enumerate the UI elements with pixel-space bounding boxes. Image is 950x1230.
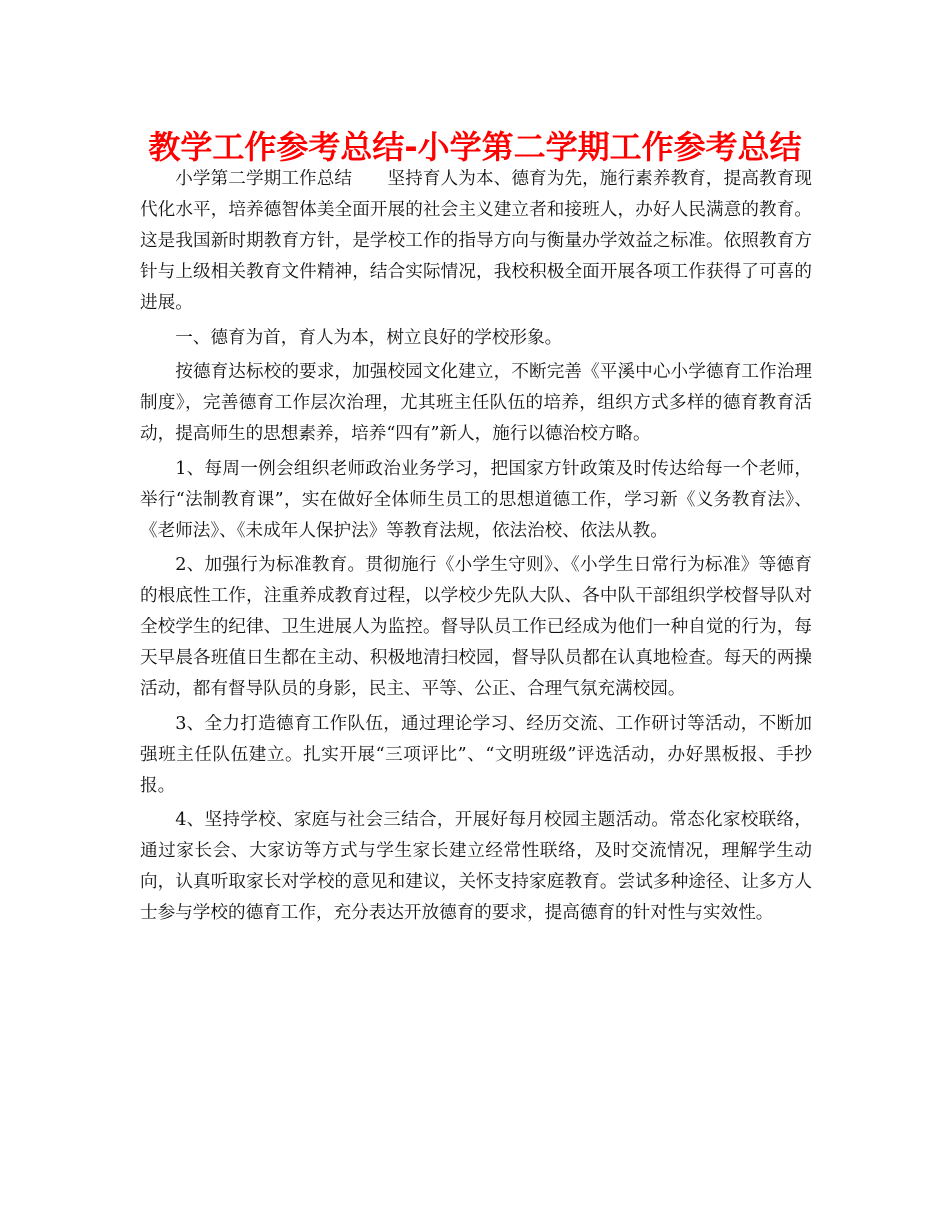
paragraph-moral-standards: 按德育达标校的要求，加强校园文化建立，不断完善《平溪中心小学德育工作治理制度》，完善德育工作层次治理，尤其班主任队伍的培养，组织方式多样的德育教育活动，提高师生的思想素养，培养“四有”新人，施行以德治校方略。 [140, 362, 812, 444]
paragraph-item-2: 2、加强行为标准教育。贯彻施行《小学生守则》、《小学生日常行为标准》等德育的根底性工作，注重养成教育过程，以学校少先队大队、各中队干部组织学校督导队对全校学生的纪律、卫生进展人为监控。督导队员工作已经成为他们一种自觉的行为，每天早晨各班值日生都在主动、积极地清扫校园，督导队员都在认真地检查。每天的两操活动，都有督导队员的身影，民主、平等、公正、合理气氛充满校园。 [140, 555, 812, 699]
paragraph-item-1: 1、每周一例会组织老师政治业务学习，把国家方针政策及时传达给每一个老师，举行“法制教育课”，实在做好全体师生员工的思想道德工作，学习新《义务教育法》、《老师法》、《未成年人保护法》等教育法规，依法治校、依法从教。 [140, 458, 812, 541]
paragraph-item-3: 3、全力打造德育工作队伍，通过理论学习、经历交流、工作研讨等活动，不断加强班主任队伍建立。扎实开展“三项评比”、“文明班级”评选活动，办好黑板报、手抄报。 [140, 713, 812, 796]
paragraph-intro: 小学第二学期工作总结 坚持育人为本、德育为先，施行素养教育，提高教育现代化水平，培养德智体美全面开展的社会主义建立者和接班人，办好人民满意的教育。这是我国新时期教育方针，是学校工作的指导方向与衡量办学效益之标准。依照教育方针与上级相关教育文件精神，结合实际情况，我校积极全面开展各项工作获得了可喜的进展。 [140, 169, 812, 313]
document-title: 教学工作参考总结-小学第二学期工作参考总结 [148, 128, 802, 166]
document-body [140, 164, 812, 933]
paragraph-item-4: 4、坚持学校、家庭与社会三结合，开展好每月校园主题活动。常态化家校联络，通过家长会、大家访等方式与学生家长建立经常性联络，及时交流情况，理解学生动向，认真听取家长对学校的意见和建议，关怀支持家庭教育。尝试多种途径、让多方人士参与学校的德育工作，充分表达开放德育的要求，提高德育的针对性与实效性。 [140, 810, 812, 923]
paragraph-section-heading: 一、德育为首，育人为本，树立良好的学校形象。 [175, 327, 563, 348]
